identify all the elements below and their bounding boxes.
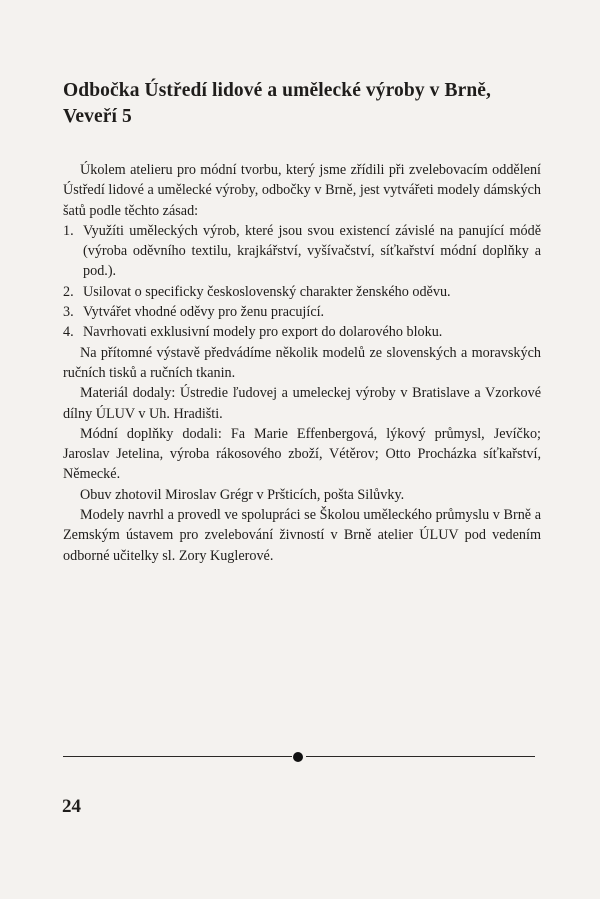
list-item	[63, 322, 541, 342]
list-item-text: Usilovat o specificky československý charakter ženského oděvu.	[83, 283, 451, 300]
principles-list	[63, 221, 541, 343]
divider-line-left	[63, 756, 292, 757]
page-heading	[63, 78, 543, 130]
footwear-paragraph: Obuv zhotovil Miroslav Grégr v Pršticích, pošta Silůvky.	[80, 486, 405, 503]
list-item-number: 1.	[63, 222, 74, 239]
list-item	[63, 302, 541, 322]
divider-dot-icon	[293, 752, 303, 762]
intro-paragraph: Úkolem atelieru pro módní tvorbu, který jsme zřídili při zvelebovacím oddělení Ústředí lidové a umělecké výroby, odbočky v Brně, jest vytvářeti modely dámských šatů podle těchto zásad:	[63, 162, 541, 219]
list-item-number: 2.	[63, 283, 74, 300]
list-item-number: 3.	[63, 304, 74, 321]
list-item-text: Využíti uměleckých výrob, které jsou svou existencí závislé na panující módě (výroba oděvního textilu, krajkářství, vyšívačství, síťkařství módní doplňky a pod.).	[83, 222, 541, 280]
body-text	[63, 160, 541, 566]
list-item-text: Vytvářet vhodné oděvy pro ženu pracující.	[83, 304, 325, 321]
exhibition-paragraph: Na přítomné výstavě předvádíme několik modelů ze slovenských a moravských ručních tisků a ručních tkanin.	[63, 344, 541, 381]
heading-line-1: Odbočka Ústředí lidové a umělecké výroby v Brně,	[63, 80, 492, 101]
divider-line-right	[306, 756, 535, 757]
page-number: 24	[62, 796, 81, 817]
heading-line-2: Veveří 5	[63, 106, 132, 127]
list-item-text: Navrhovati exklusivní modely pro export do dolarového bloku.	[83, 324, 443, 341]
list-item-number: 4.	[63, 324, 74, 341]
list-item	[63, 221, 541, 282]
accessories-paragraph: Módní doplňky dodali: Fa Marie Effenbergová, lýkový průmysl, Jevíčko; Jaroslav Jetelina, výroba rákosového zboží, Vétěrov; Otto Procházka síťkařství, Německé.	[63, 425, 541, 483]
credits-paragraph: Modely navrhl a provedl ve spolupráci se Školou uměleckého průmyslu v Brně a Zemským ústavem pro zvelebování živností v Brně atelier ÚLUV pod vedením odborné učitelky sl. Zory Kuglerové.	[63, 507, 541, 564]
material-paragraph: Materiál dodaly: Ústredie ľudovej a umeleckej výroby v Bratislave a Vzorkové dílny ÚLUV v Uh. Hradišti.	[63, 385, 541, 422]
list-item	[63, 282, 541, 302]
ornamental-divider	[63, 752, 535, 762]
